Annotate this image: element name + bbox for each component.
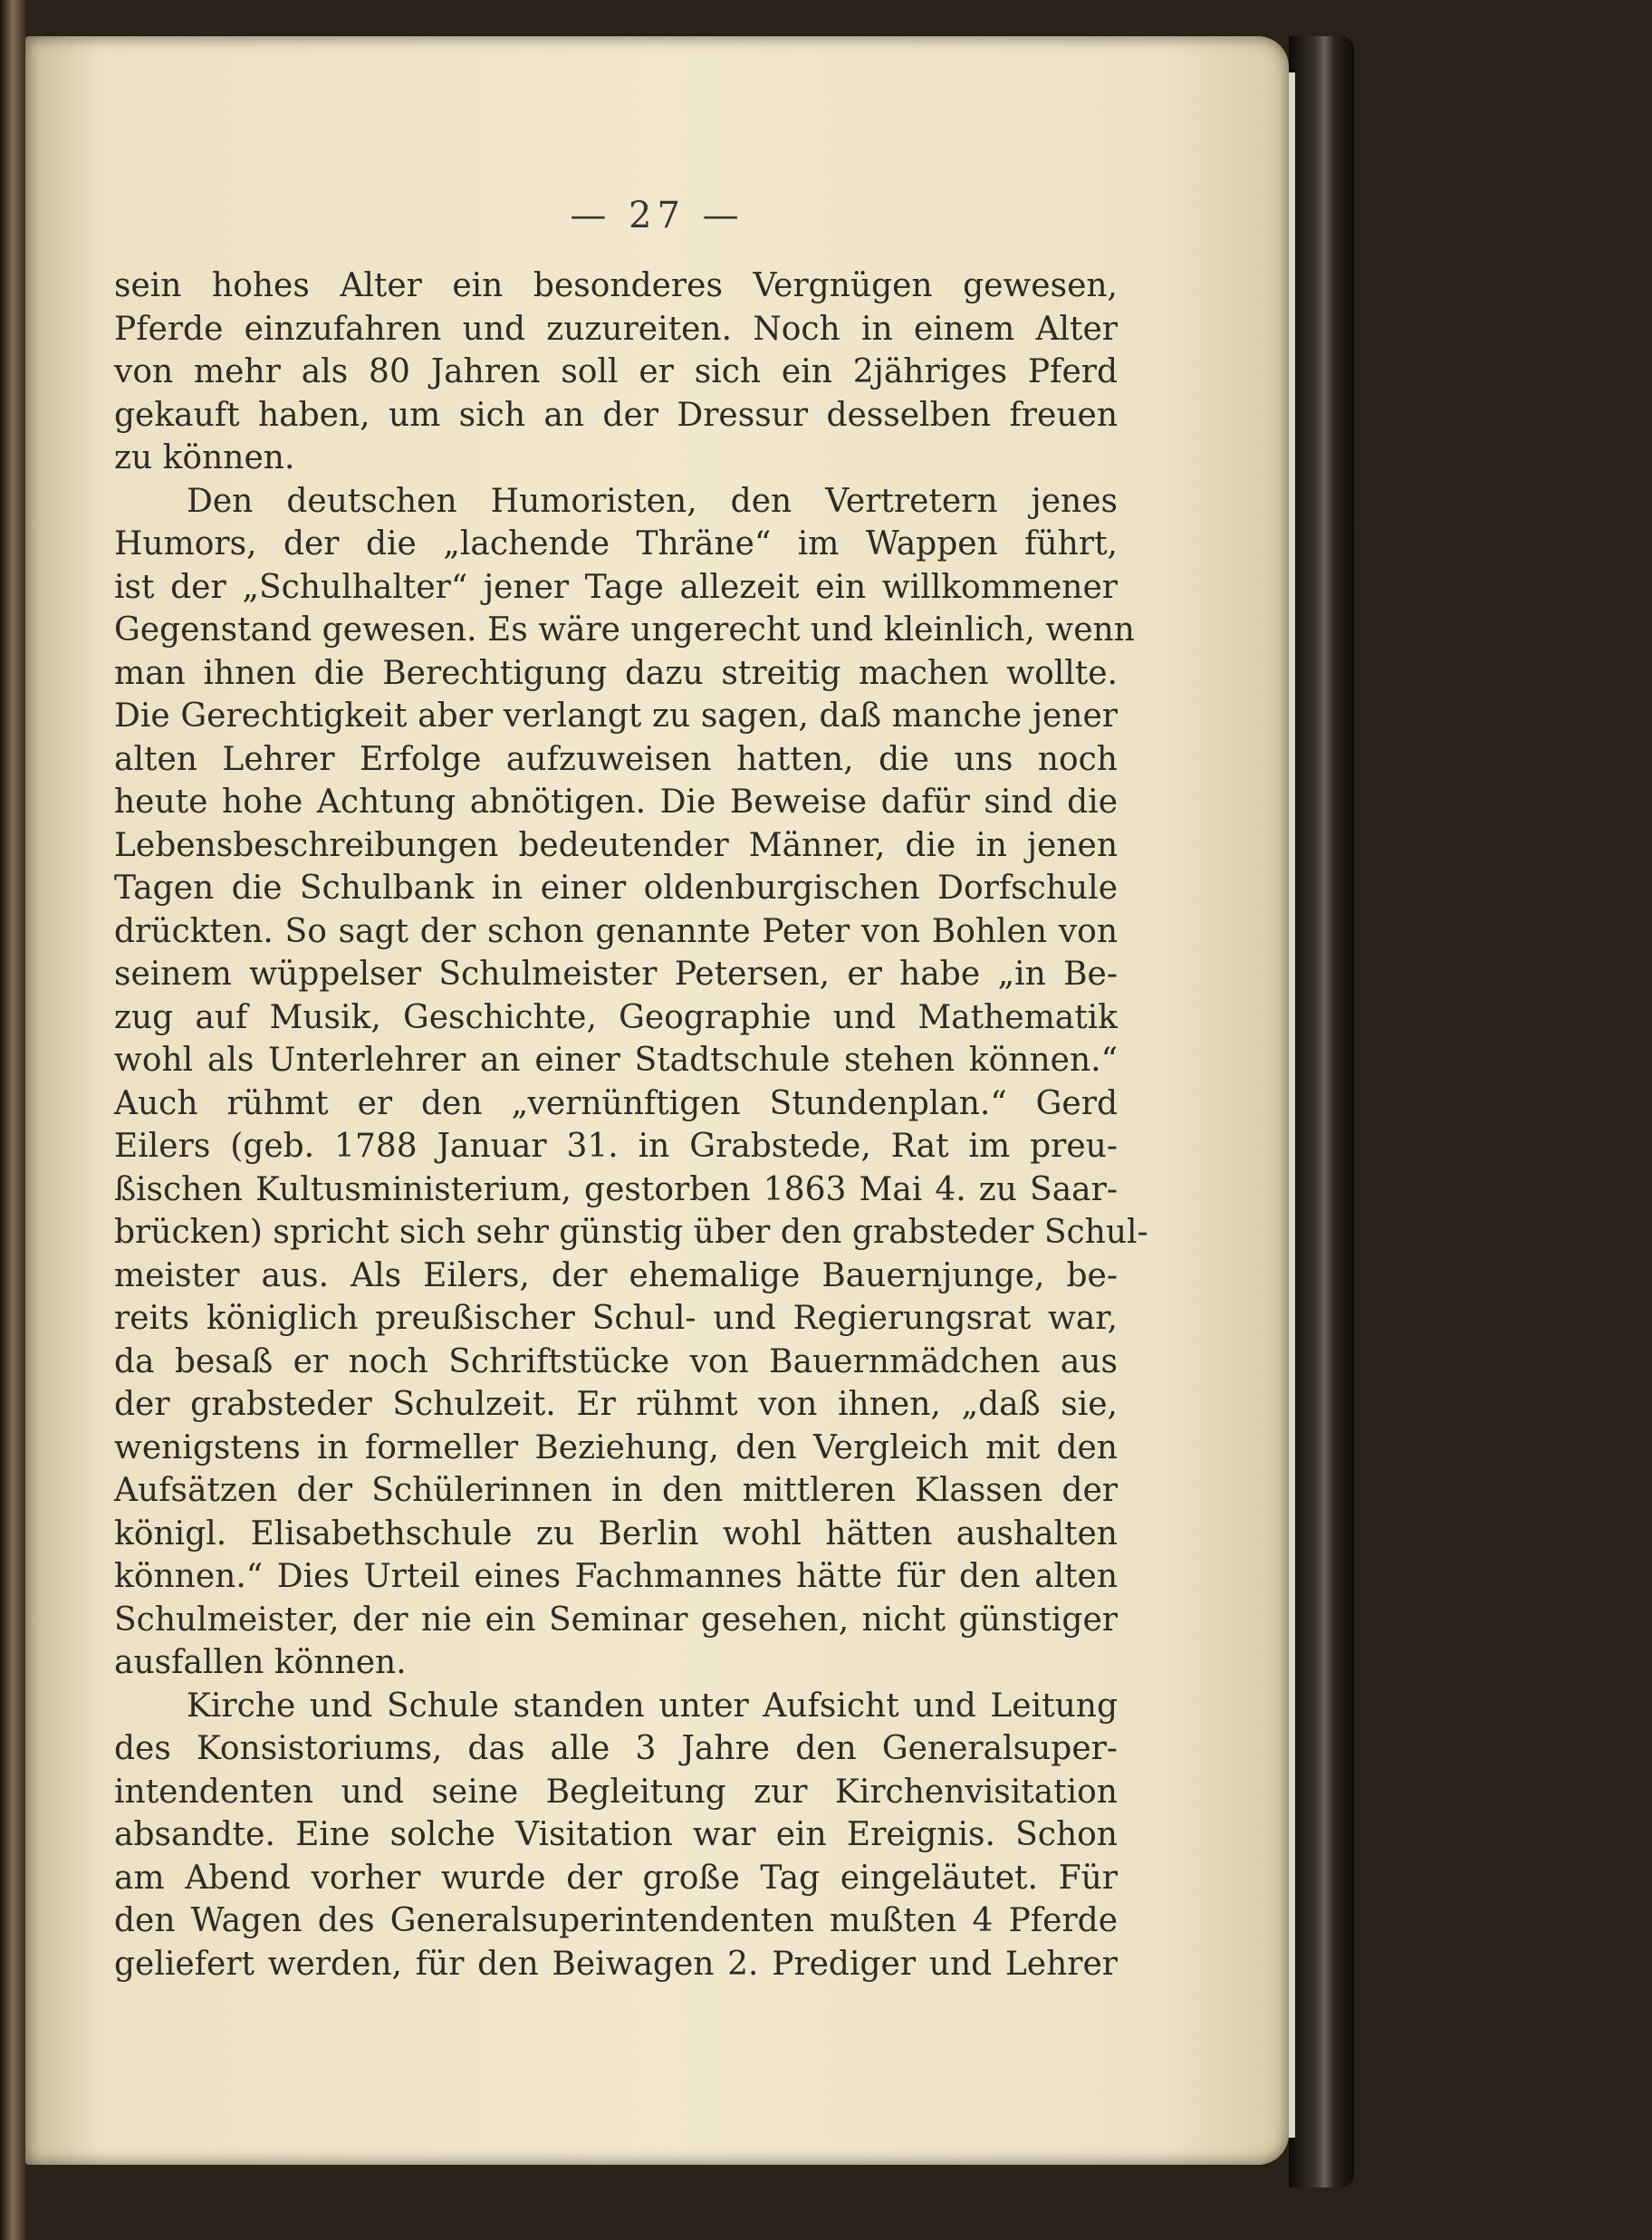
text-line: des Konsistoriums, das alle 3 Jahre den Generalsuper- — [114, 1730, 1118, 1767]
text-line: Lebensbeschreibungen bedeutender Männer, die in jenen — [114, 826, 1118, 864]
text-line: meister aus. Als Eilers, der ehemalige Bauernjunge, be- — [114, 1256, 1118, 1294]
text-line: der grabsteder Schulzeit. Er rühmt von ihnen, „daß sie, — [114, 1386, 1118, 1423]
text-line: Die Gerechtigkeit aber verlangt zu sagen, daß manche jener — [114, 697, 1118, 735]
text-line: Humors, der die „lachende Thräne“ im Wappen führt, — [114, 525, 1118, 562]
text-line: ausfallen können. — [114, 1644, 407, 1681]
text-line: ist der „Schulhalter“ jener Tage allezeit ein willkommener — [114, 568, 1118, 606]
text-line: reits königlich preußischer Schul- und Regierungsrat war, — [114, 1300, 1118, 1337]
text-line: brücken) spricht sich sehr günstig über den grabsteder Schul- — [114, 1214, 1148, 1251]
text-line: zug auf Musik, Geschichte, Geographie und Mathematik — [114, 998, 1118, 1036]
text-line: man ihnen die Berechtigung dazu streitig machen wollte. — [114, 654, 1118, 692]
text-line: absandte. Eine solche Visitation war ein Ereignis. Schon — [114, 1816, 1118, 1853]
text-line: alten Lehrer Erfolge aufzuweisen hatten, die uns noch — [114, 740, 1118, 778]
book-cover-edge — [1289, 36, 1354, 2187]
text-line: gekauft haben, um sich an der Dressur desselben freuen — [114, 396, 1118, 434]
text-line: drückten. So sagt der schon genannte Peter von Bohlen von — [114, 912, 1118, 950]
page-number: — 27 — — [570, 195, 744, 236]
text-line: wenigstens in formeller Beziehung, den Vergleich mit den — [114, 1428, 1118, 1466]
text-line: Tagen die Schulbank in einer oldenburgischen Dorfschule — [114, 870, 1118, 907]
text-line: Den deutschen Humoristen, den Vertretern jenes — [187, 482, 1118, 520]
text-line: Schulmeister, der nie ein Seminar gesehen, nicht günstiger — [114, 1601, 1118, 1639]
text-line: seinem wüppelser Schulmeister Petersen, er habe „in Be- — [114, 956, 1118, 993]
text-line: ßischen Kultusministerium, gestorben 1863 Mai 4. zu Saar- — [114, 1170, 1118, 1208]
text-line: da besaß er noch Schriftstücke von Bauernmädchen aus — [114, 1342, 1118, 1380]
text-line: Pferde einzufahren und zuzureiten. Noch in einem Alter — [114, 310, 1118, 348]
text-line: Eilers (geb. 1788 Januar 31. in Grabstede, Rat im preu- — [114, 1128, 1118, 1165]
text-line: am Abend vorher wurde der große Tag eingeläutet. Für — [114, 1859, 1118, 1897]
text-line: den Wagen des Generalsuperintendenten mußten 4 Pferde — [114, 1902, 1118, 1939]
text-line: heute hohe Achtung abnötigen. Die Beweise dafür sind die — [114, 784, 1118, 821]
text-line: königl. Elisabethschule zu Berlin wohl hätten aushalten — [114, 1514, 1118, 1553]
text-line: wohl als Unterlehrer an einer Stadtschule stehen können.“ — [114, 1042, 1118, 1079]
text-line: Gegenstand gewesen. Es wäre ungerecht und kleinlich, wenn — [114, 611, 1135, 649]
previous-page-edge — [0, 0, 25, 2240]
text-line: zu können. — [114, 439, 295, 476]
text-line: geliefert werden, für den Beiwagen 2. Prediger und Lehrer — [114, 1945, 1118, 1983]
body-text — [114, 264, 1148, 1985]
text-line: von mehr als 80 Jahren soll er sich ein 2jähriges Pferd — [114, 353, 1118, 390]
book-page — [25, 36, 1289, 2165]
text-line: Aufsätzen der Schülerinnen in den mittleren Klassen der — [114, 1472, 1118, 1509]
text-line: Auch rühmt er den „vernünftigen Stundenplan.“ Gerd — [114, 1084, 1118, 1122]
text-line: intendenten und seine Begleitung zur Kirchenvisitation — [114, 1773, 1118, 1811]
text-line: Kirche und Schule standen unter Aufsicht und Leitung — [187, 1687, 1118, 1725]
text-line: können.“ Dies Urteil eines Fachmannes hätte für den alten — [114, 1558, 1118, 1595]
text-line: sein hohes Alter ein besonderes Vergnügen gewesen, — [114, 267, 1118, 304]
